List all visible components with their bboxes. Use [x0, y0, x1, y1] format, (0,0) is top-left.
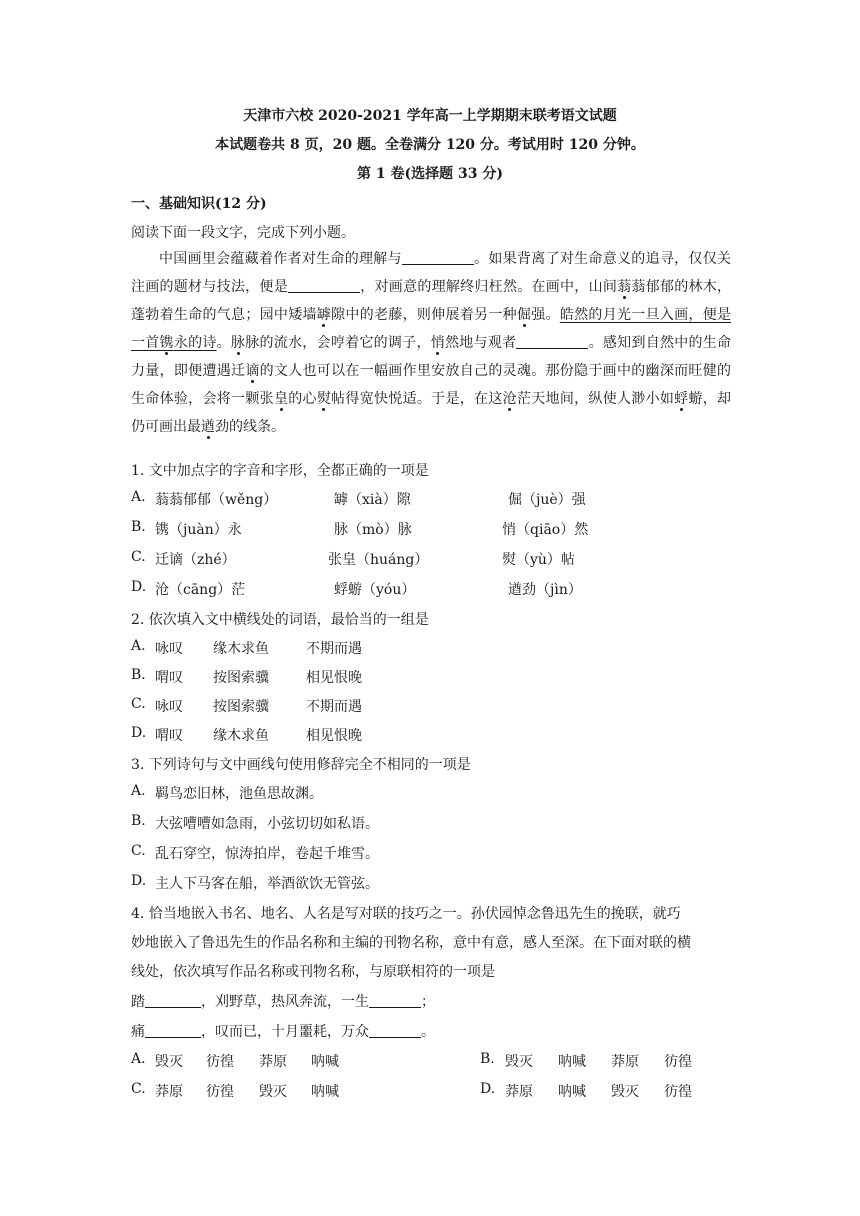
option-word: 咏叹	[155, 699, 183, 715]
answer-blank	[516, 334, 588, 349]
answer-blank	[369, 993, 421, 1008]
volume-heading: 第 1 卷(选择题 33 分)	[357, 166, 503, 182]
option-text: 大弦嘈嘈如急雨，小弦切切如私语。	[155, 816, 379, 832]
option-word: 相见恨晚	[306, 670, 362, 686]
couplet-line-2: 痛 ，叹而已，十月噩耗，万众 。	[131, 1024, 435, 1040]
option-label: A.	[131, 1051, 146, 1067]
option-word: 不期而遇	[306, 699, 362, 715]
option-word: 毁灭	[505, 1054, 533, 1070]
option-choice: 罅（xià）隙	[334, 492, 411, 508]
question-1-stem: 1. 文中加点字的字音和字形，全都正确的一项是	[131, 463, 429, 479]
option-word: 彷徨	[664, 1084, 692, 1100]
option-word: 毁灭	[155, 1054, 183, 1070]
option-word: 彷徨	[206, 1084, 234, 1100]
option-choice: 脉（mò）脉	[334, 522, 412, 538]
option-word: 咏叹	[155, 641, 183, 657]
option-label: C.	[131, 696, 146, 712]
option-label: B.	[131, 813, 146, 829]
option-choice: 遒劲（jìn）	[508, 582, 582, 598]
option-label: D.	[131, 725, 147, 741]
answer-blank	[145, 993, 201, 1008]
option-choice: 张皇（huáng）	[328, 552, 429, 568]
couplet-line-1: 踏 ，刈野草，热风奔流，一生 ；	[131, 994, 435, 1010]
option-word: 呐喊	[558, 1084, 586, 1100]
section-instruction: 阅读下面一段文字，完成下列小题。	[131, 225, 355, 241]
option-text: 羁鸟恋旧林，池鱼思故渊。	[155, 786, 323, 802]
option-word: 莽原	[611, 1054, 639, 1070]
option-choice: 镌（juàn）永	[155, 522, 242, 538]
answer-blank	[369, 1023, 421, 1038]
option-word: 莽原	[259, 1054, 287, 1070]
option-label: C.	[131, 549, 146, 565]
exam-title: 天津市六校 2020-2021 学年高一上学期期末联考语文试题	[243, 108, 617, 124]
answer-blank	[402, 250, 474, 265]
reading-passage: 中国画里会蕴藏着作者对生命的理解与 。如果背离了对生命意义的追寻，仅仅关注画的题材与技法，便是 ，对画意的理解终归枉然。在画中，山间蓊蓊郁郁的林木，蓬勃着生命的气息；园中矮墙罅隙中的老藤，则伸展着另一种倔强。皓然的月光一旦入画，便是一首镌永的诗。脉脉的流水，会哼着它的调子，悄然地与观者 。感知到自然中的生命力量，即便遭遇迁谪的文人也可以在一幅画作里安放自己的灵魂。那份隐于画中的幽深而旺健的生命体验，会将一颗张皇的心熨帖得宽快悦适。于是，在这沧茫天地间，纵使人渺小如蜉蝣，却仍可画出最遒劲的线条。	[131, 251, 732, 435]
option-word: 呐喊	[558, 1054, 586, 1070]
option-text: 主人下马客在船，举酒欲饮无管弦。	[155, 876, 379, 892]
underlined-sentence: 皓然的月光一旦入画，便是一首镌永的诗	[131, 307, 732, 351]
option-word: 喟叹	[155, 728, 183, 744]
option-word: 呐喊	[311, 1054, 339, 1070]
option-word: 相见恨晚	[306, 728, 362, 744]
option-word: 彷徨	[206, 1054, 234, 1070]
option-label: D.	[131, 873, 147, 889]
option-word: 莽原	[505, 1084, 533, 1100]
option-word: 莽原	[155, 1084, 183, 1100]
option-word: 毁灭	[259, 1084, 287, 1100]
question-4-stem: 4. 恰当地嵌入书名、地名、人名是写对联的技巧之一。孙伏园悼念鲁迅先生的挽联，就巧	[131, 906, 681, 922]
option-word: 按图索骥	[213, 699, 269, 715]
option-label: C.	[131, 1081, 146, 1097]
option-choice: 倔（juè）强	[508, 492, 586, 508]
option-word: 缘木求鱼	[213, 641, 269, 657]
option-label: B.	[480, 1051, 495, 1067]
exam-info: 本试题卷共 8 页，20 题。全卷满分 120 分。考试用时 120 分钟。	[215, 137, 645, 153]
option-label: A.	[131, 489, 146, 505]
option-word: 按图索骥	[213, 670, 269, 686]
option-label: B.	[131, 667, 146, 683]
option-label: A.	[131, 783, 146, 799]
option-label: D.	[480, 1081, 496, 1097]
option-word: 缘木求鱼	[213, 728, 269, 744]
option-label: B.	[131, 519, 146, 535]
option-word: 喟叹	[155, 670, 183, 686]
option-label: C.	[131, 843, 146, 859]
option-word: 彷徨	[664, 1054, 692, 1070]
option-word: 不期而遇	[306, 641, 362, 657]
option-label: D.	[131, 579, 147, 595]
option-label: A.	[131, 638, 146, 654]
option-choice: 蜉蝣（yóu）	[334, 582, 416, 598]
question-3-stem: 3. 下列诗句与文中画线句使用修辞完全不相同的一项是	[131, 757, 471, 773]
option-choice: 悄（qiāo）然	[502, 522, 589, 538]
answer-blank	[145, 1023, 201, 1038]
answer-blank	[288, 278, 360, 293]
question-4-stem-line2: 妙地嵌入了鲁迅先生的作品名称和主编的刊物名称，意中有意，感人至深。在下面对联的横	[131, 935, 691, 951]
option-choice: 迁谪（zhé）	[155, 552, 236, 568]
option-choice: 熨（yù）帖	[502, 552, 575, 568]
option-text: 乱石穿空，惊涛拍岸，卷起千堆雪。	[155, 846, 379, 862]
option-choice: 蓊蓊郁郁（wěng）	[155, 492, 278, 508]
question-4-stem-line3: 线处，依次填写作品名称或刊物名称，与原联相符的一项是	[131, 964, 495, 980]
option-word: 呐喊	[311, 1084, 339, 1100]
section-heading: 一、基础知识(12 分)	[131, 196, 267, 212]
question-2-stem: 2. 依次填入文中横线处的词语，最恰当的一组是	[131, 612, 429, 628]
option-word: 毁灭	[611, 1084, 639, 1100]
option-choice: 沧（cāng）茫	[155, 582, 246, 598]
